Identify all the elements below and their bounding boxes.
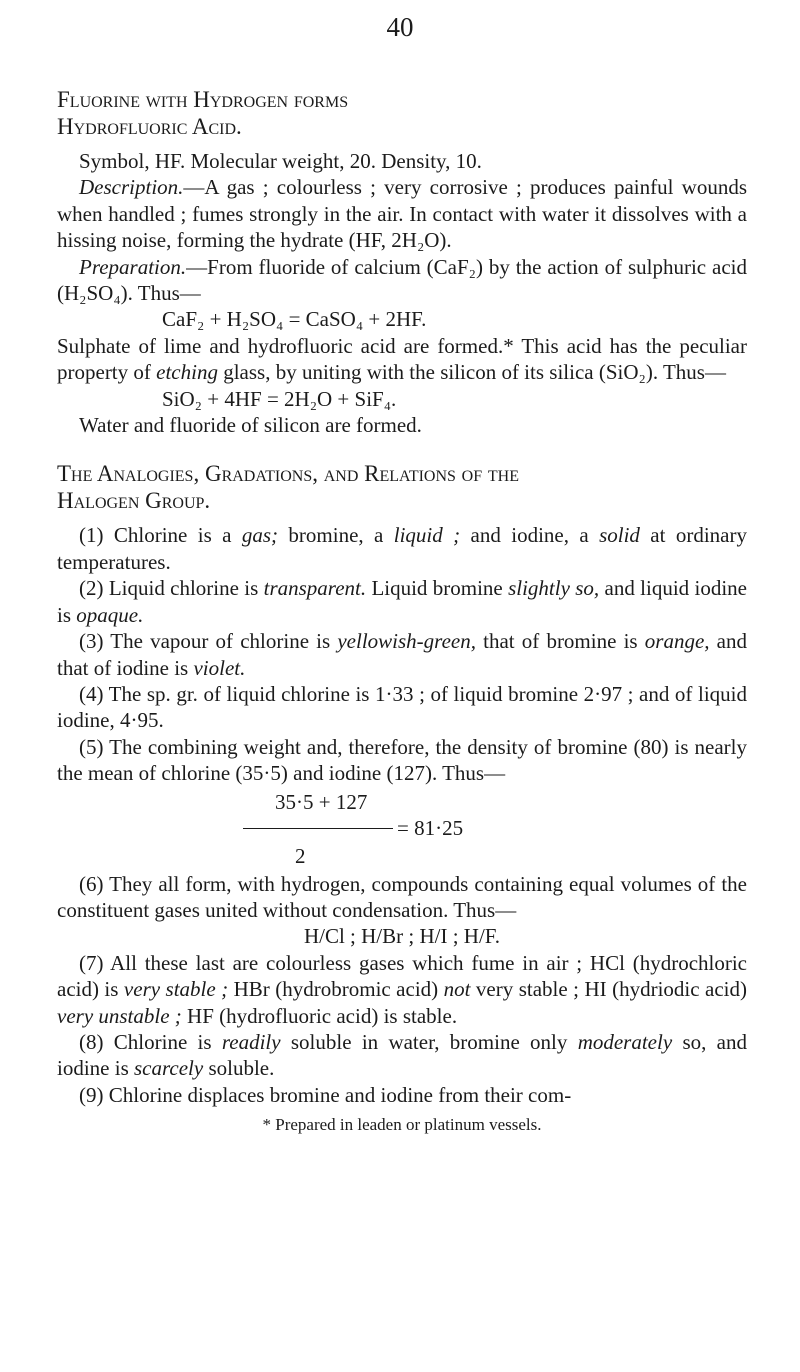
halogen-heading-line1: The Analogies, Gradations, and Relations of the	[57, 461, 519, 487]
item-2: (2) Liquid chlorine is transparent. Liquid bromine slightly so, and liquid iodine is opaque.	[57, 576, 747, 627]
page-body	[57, 86, 747, 1139]
mean-fraction	[57, 787, 747, 871]
item-6: (6) They all form, with hydrogen, compounds containing equal volumes of the constituent gases united without condensation. Thus—	[57, 871, 747, 922]
page-number: 40	[386, 12, 414, 42]
fraction-result: = 81·25	[397, 815, 464, 840]
footnote: * Prepared in leaden or platinum vessels.	[262, 1115, 542, 1135]
item-3: (3) The vapour of chlorine is yellowish-green, that of bromine is orange, and that of iodine is violet.	[57, 629, 747, 680]
water-line: Water and fluoride of silicon are formed.	[79, 413, 422, 438]
fraction-bar	[243, 828, 393, 829]
description-text: —A gas ; colourless ; very corrosive ; produces painful wounds when handled ; fumes strongly in the air. In contact with water it dissolves with a hissing noise, forming the hydrate (HF, 2H₂O).	[57, 175, 747, 253]
preparation-paragraph	[57, 254, 747, 307]
description-label: Description.	[79, 175, 184, 200]
hf-heading-line1: Fluorine with Hydrogen forms	[57, 87, 349, 112]
hydride-formulae: H/Cl ; H/Br ; H/I ; H/F.	[303, 924, 501, 949]
equation-caf2: CaF₂ + H₂SO₄ = CaSO₄ + 2HF.	[162, 307, 427, 332]
item-1: (1) Chlorine is a gas; bromine, a liquid ; and iodine, a solid at ordinary temperatures.	[57, 523, 747, 574]
fraction-numerator: 35·5 + 127	[275, 789, 368, 814]
fraction-denominator: 2	[295, 843, 306, 868]
sulphate-paragraph: Sulphate of lime and hydrofluoric acid are formed.* This acid has the peculiar property of etching glass, by uniting with the silicon of its silica (SiO₂). Thus—	[57, 333, 747, 385]
description-paragraph	[57, 174, 747, 253]
preparation-label: Preparation.	[79, 254, 187, 279]
halogen-heading-line2: Halogen Group.	[57, 488, 211, 514]
equation-sio2: SiO₂ + 4HF = 2H₂O + SiF₄.	[162, 386, 397, 411]
etching-emphasis: etching	[156, 360, 218, 385]
symbol-line: Symbol, HF. Molecular weight, 20. Density, 10.	[79, 149, 482, 173]
item-9: (9) Chlorine displaces bromine and iodine from their com-	[79, 1082, 572, 1107]
item-4: (4) The sp. gr. of liquid chlorine is 1·33 ; of liquid bromine 2·97 ; and of liquid iodine, 4·95.	[57, 681, 747, 733]
preparation-text: —From fluoride of calcium (CaF₂) by the action of sulphuric acid (H₂SO₄). Thus—	[57, 254, 747, 306]
item-7: (7) All these last are colourless gases which fume in air ; HCl (hydrochloric acid) is very stable ; HBr (hydrobromic acid) not very stable ; HI (hydriodic acid) very unstable ; HF (hydrofluoric acid) is stable.	[57, 950, 747, 1028]
hf-heading-line2: Hydrofluoric Acid.	[57, 114, 242, 139]
item-5: (5) The combining weight and, therefore, the density of bromine (80) is nearly the mean of chlorine (35·5) and iodine (127). Thus—	[57, 734, 747, 786]
item-8: (8) Chlorine is readily soluble in water, bromine only moderately so, and iodine is scarcely soluble.	[57, 1029, 747, 1081]
